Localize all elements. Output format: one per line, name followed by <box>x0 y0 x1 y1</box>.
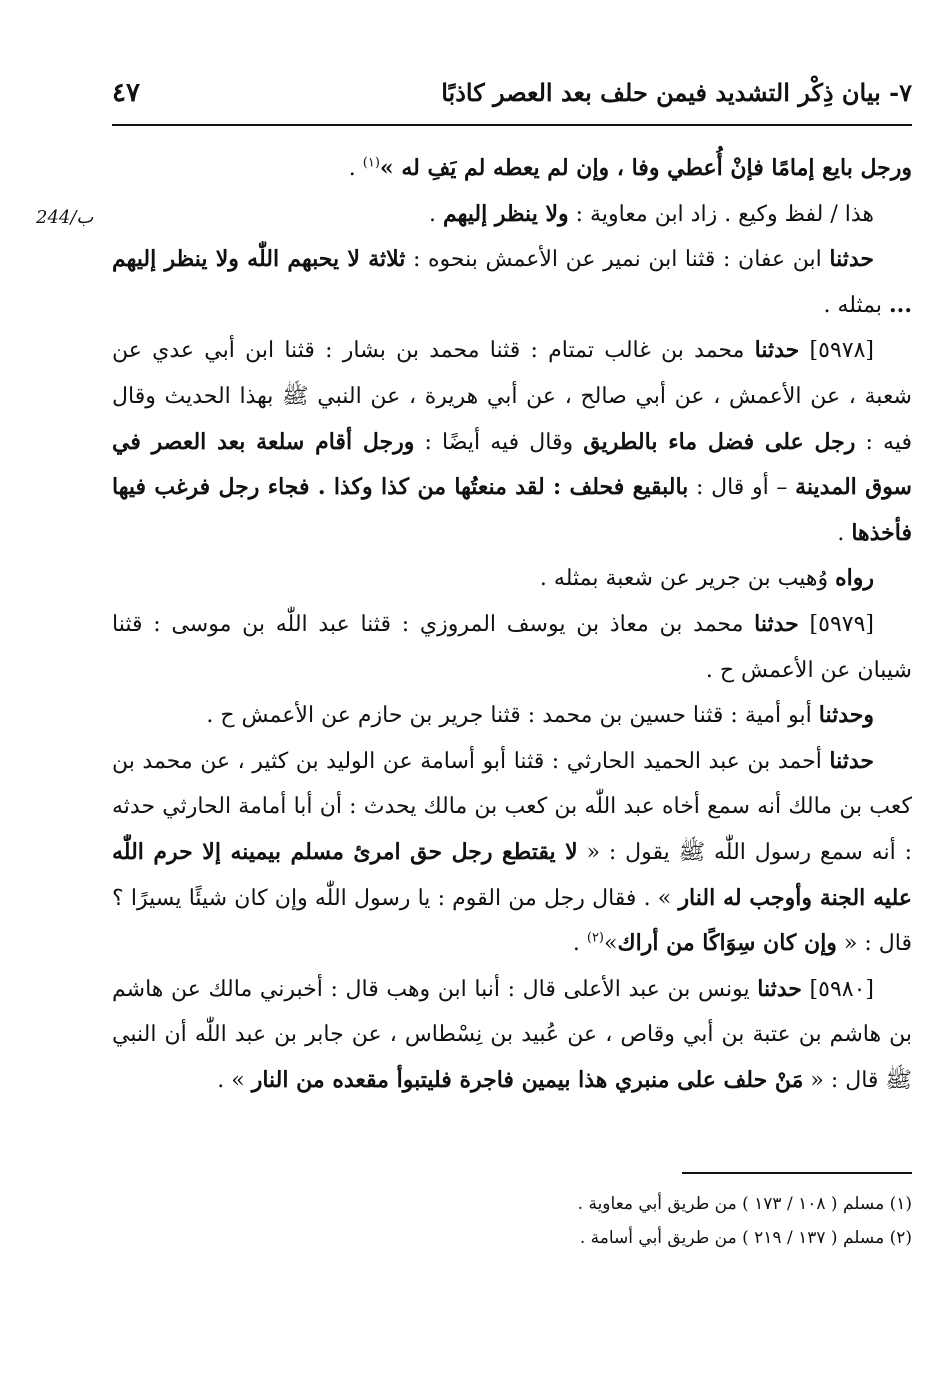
hadith-text: ثلاثة لا يحبهم اللّٰه ولا ينظر إليهم ... <box>112 246 912 318</box>
hadith-text: وإن كان سِوَاكًا من أراك <box>617 930 837 957</box>
paragraph-2: هذا / لفظ وكيع . زاد ابن معاوية : ولا ينظر إليهم . <box>428 200 874 227</box>
manuscript-folio-note: 244/ب <box>36 207 94 228</box>
paragraph-hadith-5978: [٥٩٧٨] حدثنا محمد بن غالب تمتام : قثنا محمد بن بشار : قثنا ابن أبي عدي عن شعبة ، عن الأعمش ، عن أبي صالح ، عن أبي هريرة ، عن النبي ﷺ بهذا الحديث وقال فيه : رجل على فضل ماء بالطريق وقال فيه أيضًا : ورجل أقام سلعة بعد العصر في سوق المدينة – أو قال : بالبقيع فحلف : لقد منعتُها من كذا وكذا . فجاء رجل فرغب فيها فأخذها . <box>112 337 912 546</box>
narration-keyword: رواه <box>835 565 874 592</box>
hadith-text: ورجل بايع إمامًا فإنْ أُعطي وفا ، وإن لم يعطه لم يَفِ له » <box>379 155 912 181</box>
narration-keyword: حدثنا <box>829 246 874 273</box>
hadith-number: [٥٩٧٨] <box>799 338 874 364</box>
chapter-title: ٧- بيان ذِكْر التشديد فيمن حلف بعد العصر كاذبًا <box>441 78 912 107</box>
hadith-text: بالبقيع فحلف : لقد منعتُها من كذا وكذا . فجاء رجل فرغب فيها فأخذها <box>112 474 912 546</box>
paragraph-1: ورجل بايع إمامًا فإنْ أُعطي وفا ، وإن لم يعطه لم يَفِ له »$^{(١)}$ . <box>348 155 912 181</box>
running-header <box>112 70 912 116</box>
main-text <box>112 146 912 1103</box>
hadith-text: لا يقتطع رجل حق امرئ مسلم بيمينه إلا حرم اللّٰه عليه الجنة وأوجب له النار <box>112 838 912 911</box>
page-number: ٤٧ <box>112 78 140 108</box>
hadith-number: [٥٩٨٠] <box>801 976 874 1002</box>
footnotes <box>112 1187 912 1255</box>
narration-keyword: حدثنا <box>829 747 874 774</box>
footnote-2: (٢) مسلم ( ١٣٧ / ٢١٩ ) من طريق أبي أسامة . <box>579 1228 912 1248</box>
narration-keyword: وحدثنا <box>818 702 874 729</box>
paragraph-5: رواه وُهيب بن جرير عن شعبة بمثله . <box>539 565 874 592</box>
hadith-text: مَنْ حلف على منبري هذا بيمين فاجرة فليتبوأ مقعده من النار <box>251 1066 804 1093</box>
narration-keyword: حدثنا <box>754 610 799 637</box>
paragraph-hadith-5979: [٥٩٧٩] حدثنا محمد بن معاذ بن يوسف المروزي : قثنا عبد اللّٰه بن موسى : قثنا شيبان عن الأعمش ح . <box>112 610 912 683</box>
hadith-text: ولا ينظر إليهم <box>442 200 569 227</box>
hadith-text: رجل على فضل ماء بالطريق <box>583 428 856 455</box>
paragraph-8: حدثنا أحمد بن عبد الحميد الحارثي : قثنا أبو أسامة عن الوليد بن كثير ، عن محمد بن كعب بن مالك أنه سمع أخاه عبد اللّٰه بن كعب بن مالك يحدث : أن أبا أمامة الحارثي حدثه : أنه سمع رسول اللّٰه ﷺ يقول : « لا يقتطع رجل حق امرئ مسلم بيمينه إلا حرم اللّٰه عليه الجنة وأوجب له النار » . فقال رجل من القوم : يا رسول اللّٰه وإن كان شيئًا يسيرًا ؟ قال : « وإن كان سِوَاكًا من أراك»$^{(٢)}$ . <box>112 747 913 957</box>
paragraph-7: وحدثنا أبو أمية : قثنا حسين بن محمد : قثنا جرير بن حازم عن الأعمش ح . <box>206 702 874 729</box>
footnote-1: (١) مسلم ( ١٠٨ / ١٧٣ ) من طريق أبي معاوية . <box>577 1194 912 1214</box>
footnote-ref-2[interactable]: (٢) <box>586 930 604 946</box>
narration-keyword: حدثنا <box>754 337 800 364</box>
narration-keyword: حدثنا <box>757 975 802 1002</box>
paragraph-3: حدثنا ابن عفان : قثنا ابن نمير عن الأعمش بنحوه : ثلاثة لا يحبهم اللّٰه ولا ينظر إليهم ... بمثله . <box>112 246 912 318</box>
footnote-ref-1[interactable]: (١) <box>362 155 380 171</box>
paragraph-hadith-5980: [٥٩٨٠] حدثنا يونس بن عبد الأعلى قال : أنبا ابن وهب قال : أخبرني مالك عن هاشم بن هاشم بن عتبة بن أبي وقاص ، عن عُبيد بن نِسْطاس ، عن جابر بن عبد اللّٰه أن النبي ﷺ قال : « مَنْ حلف على منبري هذا بيمين فاجرة فليتبوأ مقعده من النار » . <box>112 975 912 1093</box>
header-rule <box>112 124 912 126</box>
hadith-text: ورجل أقام سلعة بعد العصر في سوق المدينة <box>112 428 912 501</box>
footnote-separator <box>682 1172 912 1174</box>
hadith-number: [٥٩٧٩] <box>798 611 874 637</box>
